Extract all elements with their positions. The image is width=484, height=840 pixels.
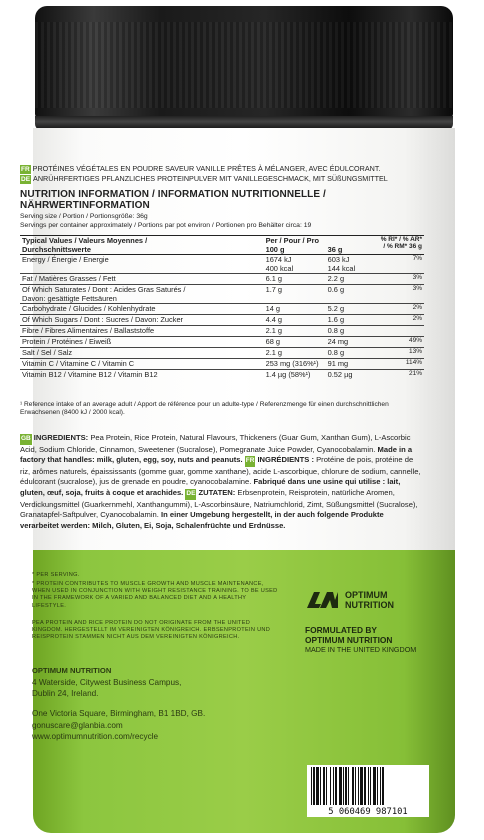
- allergy-en: Made in a factory that handles: milk, gluten, egg, soy, nuts and peanuts.: [20, 444, 413, 465]
- barcode-bar: [326, 767, 327, 805]
- table-cell-per100: 68 g: [264, 337, 326, 348]
- ingredients-de: Erbsenprotein, Reisprotein, natürliche Aromen, Verdickungsmittel (Guarkernmehl, Xanthangummi), L-Ascorbinsäure, Natriumchlorid, Zimt, Süßungsmittel (Sucralose), Granatapfel-Saftpulver, Cyanocobalamin.: [20, 487, 418, 520]
- nutrition-heading-1: NUTRITION INFORMATION / INFORMATION NUTRITIONNELLE /: [20, 189, 326, 200]
- table-cell-per36: 24 mg: [326, 337, 378, 348]
- table-row: [20, 285, 424, 304]
- table-row: [20, 348, 424, 359]
- product-de-line: [20, 174, 388, 184]
- barcode-bar: [352, 767, 354, 805]
- table-cell-per100: 1674 kJ 400 kcal: [264, 255, 326, 274]
- table-cell-name: Carbohydrate / Glucides / Kohlenhydrate: [20, 304, 264, 315]
- table-cell-ri: 13%: [378, 348, 424, 359]
- barcode-bar: [330, 767, 331, 805]
- table-row: [20, 255, 424, 274]
- table-cell-per36: 0.8 g: [326, 348, 378, 359]
- formulated-line-1: FORMULATED BY: [305, 625, 377, 635]
- barcode-bar: [348, 767, 349, 805]
- table-cell-per100: 4.4 g: [264, 315, 326, 326]
- barcode-bar: [316, 767, 319, 805]
- barcode-bar: [368, 767, 369, 805]
- table-cell-per100: 2.1 g: [264, 348, 326, 359]
- table-cell-ri: 21%: [378, 370, 424, 381]
- ingredients-fr: Protéine de pois, protéine de riz, arômes naturels, épaississants (gomme guar, gomme xanthane), acide L-ascorbique, chlorure de sodium, cannelle, édulcorant (sucralose), jus de grenade en poudre, cyanocobalamine.: [20, 455, 421, 487]
- table-cell-per36: 603 kJ 144 kcal: [326, 255, 378, 274]
- table-cell-per36: 1.6 g: [326, 315, 378, 326]
- table-cell-per36: 2.2 g: [326, 274, 378, 285]
- table-cell-ri: 49%: [378, 337, 424, 348]
- ingredients-de-title: ZUTATEN:: [198, 487, 236, 497]
- header-cell-100g: Per / Pour / Pro 100 g: [264, 236, 326, 255]
- table-cell-name: Fibre / Fibres Alimentaires / Ballaststoffe: [20, 326, 264, 337]
- formulated-line-2: OPTIMUM NUTRITION: [305, 635, 393, 645]
- table-cell-per100: 253 mg (316%¹): [264, 359, 326, 370]
- table-cell-ri: 114%: [378, 359, 424, 370]
- company-name: OPTIMUM NUTRITION: [32, 666, 112, 675]
- brand-line-2: NUTRITION: [345, 600, 394, 610]
- table-cell-ri: 3%: [378, 274, 424, 285]
- barcode-bar: [370, 767, 371, 805]
- product-fr-line: [20, 164, 380, 174]
- table-header-row: [20, 236, 424, 255]
- ingredients-block: [20, 433, 422, 531]
- barcode-bar: [339, 767, 342, 805]
- table-cell-name: Vitamin C / Vitamine C / Vitamin C: [20, 359, 264, 370]
- footnote-protein-claim: * PROTEIN CONTRIBUTES TO MUSCLE GROWTH AND MUSCLE MAINTENANCE, WHEN USED IN CONJUNCTION WITH WEIGHT RESISTANCE TRAINING. TO BE USED IN THE FRAMEWORK OF A VARIED AND BALANCED DIET AND A HEALTHY LIFESTYLE.: [32, 581, 278, 609]
- table-cell-name: Energy / Énergie / Energie: [20, 255, 264, 274]
- contact-email: gonuscare@glanbia.com: [32, 721, 123, 730]
- barcode-bar: [323, 767, 325, 805]
- barcode-bar: [358, 767, 359, 805]
- barcode-bar: [364, 767, 366, 805]
- product-fr-text: PROTÉINES VÉGÉTALES EN POUDRE SAVEUR VANILLE PRÊTES À MÉLANGER, AVEC ÉDULCORANT.: [32, 164, 381, 173]
- table-cell-ri: 3%: [378, 285, 424, 304]
- ingredients-en-title: INGREDIENTS:: [33, 433, 89, 442]
- table-cell-ri: 2%: [378, 315, 424, 326]
- ingredients-fr-title: INGRÉDIENTS :: [257, 455, 314, 465]
- lang-tag-de: DE: [21, 176, 31, 183]
- barcode-bar: [382, 767, 384, 805]
- barcode-bar: [333, 767, 334, 805]
- lang-tag-gb: GB: [20, 434, 32, 445]
- made-in: MADE IN THE UNITED KINGDOM: [305, 645, 417, 654]
- barcode-bar: [380, 767, 381, 805]
- allergy-de: In einer Umgebung hergestellt, in der auch folgende Produkte verarbeitet werden: Milch, Gluten, Ei, Soja, Schalenfrüchte und Erdnüsse.: [20, 510, 384, 530]
- lid-ribs: [35, 22, 453, 108]
- lang-tag-fr-2: FR: [245, 456, 256, 467]
- header-cell-ri: % RI* / % AR* / % RM* 36 g: [378, 236, 424, 255]
- on-logo-icon: [305, 588, 339, 612]
- barcode-bar: [373, 767, 376, 805]
- header-cell-values: Typical Values / Valeurs Moyennes / Durchschnittswerte: [20, 236, 264, 255]
- table-cell-per100: 6.1 g: [264, 274, 326, 285]
- lang-tag-de-2: DE: [185, 489, 196, 500]
- table-cell-per36: 91 mg: [326, 359, 378, 370]
- footnote-per-serving: * PER SERVING.: [32, 572, 80, 578]
- barcode-bar: [377, 767, 378, 805]
- table-cell-name: Vitamin B12 / Vitamine B12 / Vitamin B12: [20, 370, 264, 381]
- table-cell-per100: 1.4 µg (58%¹): [264, 370, 326, 381]
- table-cell-ri: [378, 326, 424, 337]
- table-row: [20, 337, 424, 348]
- table-row: [20, 304, 424, 315]
- barcode-bar: [345, 767, 347, 805]
- table-cell-per100: 2.1 g: [264, 326, 326, 337]
- table-row: [20, 274, 424, 285]
- formulated-by: [305, 625, 392, 645]
- barcode-bar: [360, 767, 363, 805]
- allergy-fr: Fabriqué dans une usine qui utilise : lait, gluten, œuf, soja, fruits à coque et arachides.: [20, 477, 401, 497]
- table-cell-ri: 2%: [378, 304, 424, 315]
- table-cell-per100: 1.7 g: [264, 285, 326, 304]
- barcode-bar: [355, 767, 356, 805]
- serving-size: Serving size / Portion / Portionsgröße: 36g: [20, 213, 148, 220]
- footnote-origin: PEA PROTEIN AND RICE PROTEIN DO NOT ORIGINATE FROM THE UNITED KINGDOM. HERGESTELLT IM VEREINIGTEN KÖNIGREICH. ERBSENPROTEIN UND REISPROTEIN STAMMEN NICHT AUS DEM VEREINIGTEN KÖNIGREICH.: [32, 620, 271, 641]
- table-cell-name: Fat / Matières Grasses / Fett: [20, 274, 264, 285]
- table-row: [20, 326, 424, 337]
- table-cell-per36: 0.8 g: [326, 326, 378, 337]
- address-line-1: 4 Waterside, Citywest Business Campus,: [32, 678, 182, 687]
- lang-tag-fr: FR: [21, 166, 30, 173]
- table-cell-per100: 14 g: [264, 304, 326, 315]
- nutrition-heading-2: NÄHRWERTINFORMATION: [20, 200, 150, 211]
- table-cell-name: Of Which Sugars / Dont : Sucres / Davon: Zucker: [20, 315, 264, 326]
- address-line-2: Dublin 24, Ireland.: [32, 689, 99, 698]
- table-row: [20, 359, 424, 370]
- barcode: [307, 765, 429, 807]
- barcode-bar: [311, 767, 312, 805]
- table-row: [20, 370, 424, 381]
- barcode-bar: [320, 767, 321, 805]
- nutrition-table: [20, 235, 424, 380]
- address-line-3: One Victoria Square, Birmingham, B1 1BD, GB.: [32, 709, 206, 718]
- table-cell-per36: 0.6 g: [326, 285, 378, 304]
- table-cell-per36: 5.2 g: [326, 304, 378, 315]
- servings-per-container: Servings per container approximately / Portions par pot environ / Portionen pro Behälter circa: 19: [20, 222, 312, 229]
- brand-wordmark: [345, 590, 394, 610]
- table-row: [20, 315, 424, 326]
- barcode-bar: [335, 767, 337, 805]
- table-cell-name: Protein / Protéines / Eiweiß: [20, 337, 264, 348]
- reference-note: ¹ Reference intake of an average adult / Apport de référence pour un adulte-type / Referenzmenge für einen durchschnittlichen Erwachsenen (8400 kJ / 2000 kcal).: [20, 401, 389, 417]
- table-cell-per36: 0.52 µg: [326, 370, 378, 381]
- barcode-bar: [343, 767, 344, 805]
- table-cell-ri: 7%: [378, 255, 424, 274]
- brand-line-1: OPTIMUM: [345, 590, 388, 600]
- barcode-bar: [313, 767, 315, 805]
- header-cell-36g: 36 g: [326, 236, 378, 255]
- ingredients-en: Pea Protein, Rice Protein, Natural Flavours, Thickeners (Guar Gum, Xanthan Gum), L-Ascorbic Acid, Sodium Chloride, Cinnamon, Sweetener (Sucralose), Pomegranate Juice Powder, Cyanocobalamin.: [20, 433, 411, 454]
- barcode-number: 5 060469 987101: [307, 807, 429, 817]
- product-de-text: ANRÜHRFERTIGES PFLANZLICHES PROTEINPULVER MIT VANILLEGESCHMACK, MIT SÜßUNGSMITTEL: [33, 174, 388, 183]
- table-cell-name: Of Which Saturates / Dont : Acides Gras Saturés / Davon: gesättigte Fettsäuren: [20, 285, 264, 304]
- recycle-url: www.optimumnutrition.com/recycle: [32, 732, 159, 741]
- table-cell-name: Salt / Sel / Salz: [20, 348, 264, 359]
